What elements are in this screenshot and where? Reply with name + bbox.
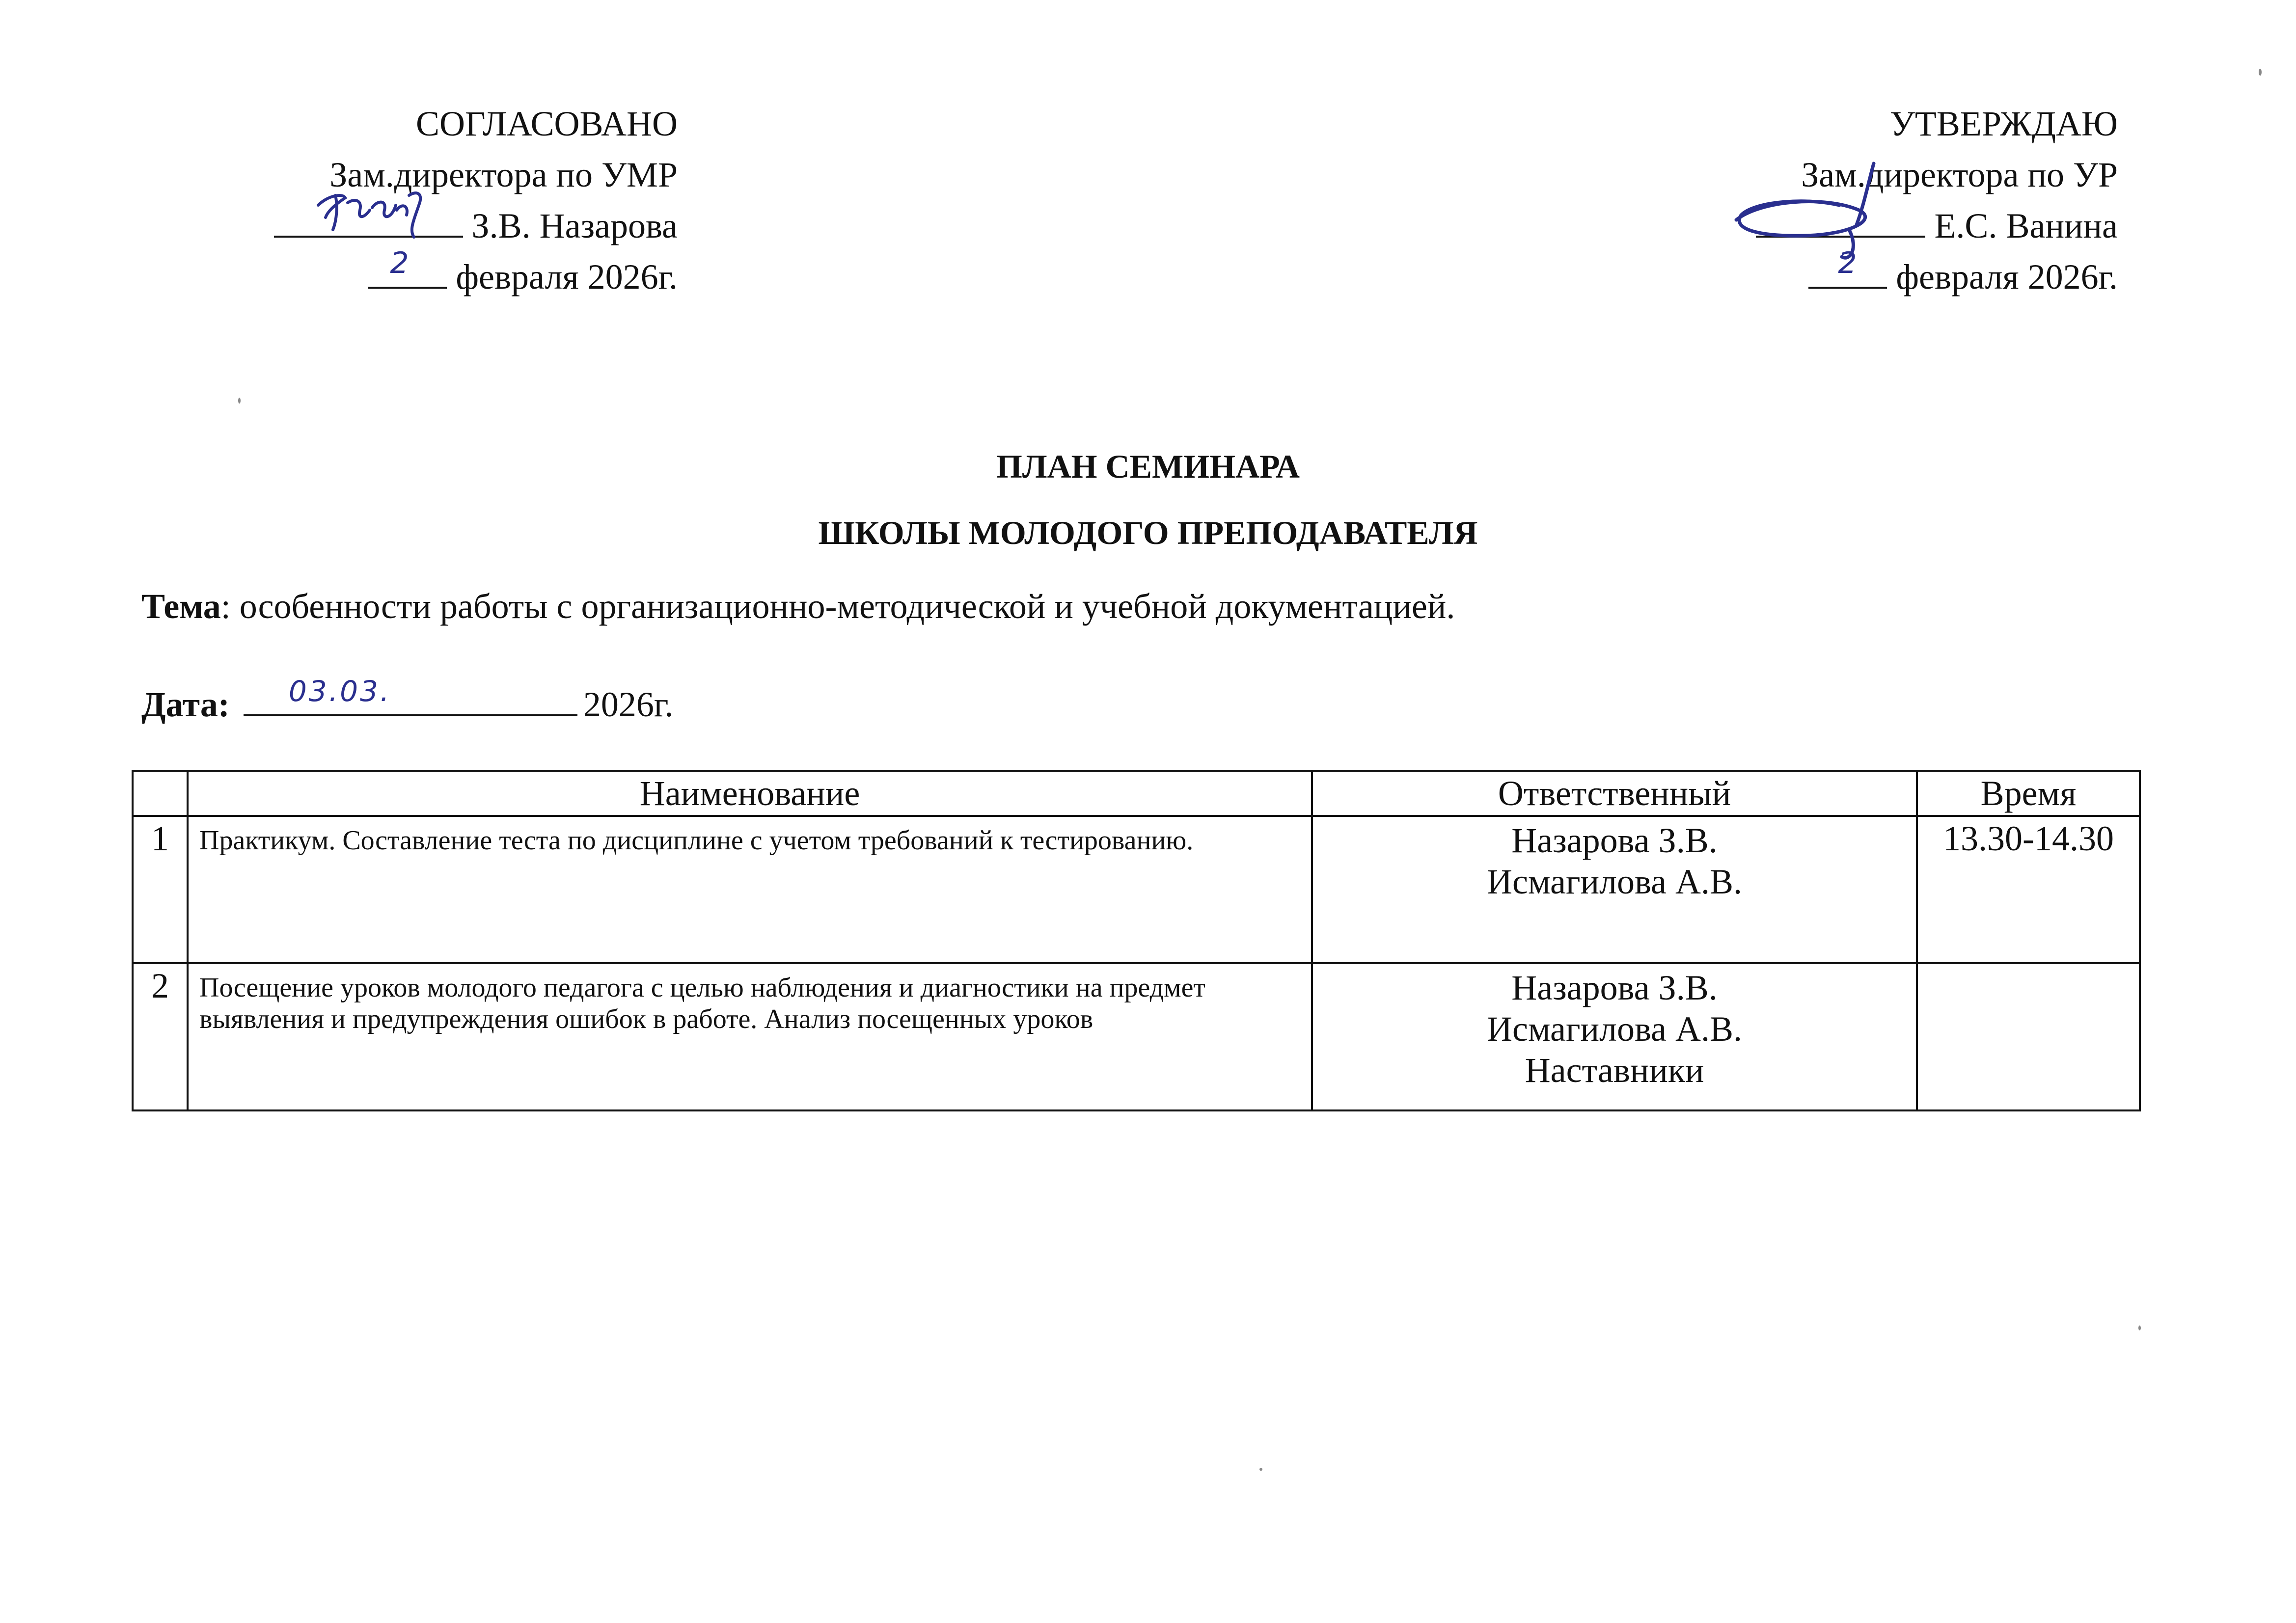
header-name: Наименование — [188, 771, 1312, 816]
approval-agreed-block — [274, 98, 678, 302]
approval-agreed-date-text: февраля 2026г. — [456, 257, 678, 297]
responsible-person: Назарова З.В. — [1511, 968, 1718, 1007]
theme-line — [141, 584, 1455, 628]
day-blank-right — [1808, 246, 1887, 289]
scan-speck — [238, 398, 241, 404]
approval-approved-name: Е.С. Ванина — [1934, 206, 2118, 245]
approval-agreed-position: Зам.директора по УМР — [329, 155, 678, 194]
row-name: Посещение уроков молодого педагога с целью наблюдения и диагностики на предмет выявления и предупреждения ошибок в работе. Анализ посещенных уроков — [188, 963, 1312, 1110]
document-title: ПЛАН СЕМИНАРА — [996, 448, 1300, 485]
approval-approved-heading: УТВЕРЖДАЮ — [1889, 104, 2118, 143]
approval-agreed-date — [274, 246, 678, 302]
row-name: Практикум. Составление теста по дисциплине с учетом требований к тестированию. — [188, 816, 1312, 963]
row-responsible — [1312, 963, 1917, 1110]
approval-agreed-heading: СОГЛАСОВАНО — [416, 104, 678, 143]
row-time: 13.30-14.30 — [1917, 816, 2140, 963]
approval-agreed-signature-line — [274, 200, 678, 251]
date-blank — [244, 675, 577, 716]
header-responsible: Ответственный — [1312, 771, 1917, 816]
scan-speck — [1259, 1468, 1262, 1471]
approval-approved-date — [1756, 246, 2118, 302]
approval-approved-date-text: февраля 2026г. — [1896, 257, 2118, 297]
date-year: 2026г. — [583, 685, 674, 724]
approval-approved-signature-line — [1756, 200, 2118, 251]
header-time: Время — [1917, 771, 2140, 816]
header-number — [133, 771, 188, 816]
scan-speck — [2259, 69, 2262, 76]
responsible-person: Наставники — [1525, 1051, 1704, 1090]
approval-approved-day: 2 — [1838, 246, 1857, 280]
scan-speck — [2138, 1325, 2141, 1330]
row-time — [1917, 963, 2140, 1110]
responsible-person: Исмагилова А.В. — [1487, 862, 1742, 901]
approval-approved-block — [1756, 98, 2118, 302]
table-row — [133, 963, 2140, 1110]
table-header-row — [133, 771, 2140, 816]
theme-label: Тема — [141, 587, 221, 626]
table-row — [133, 816, 2140, 963]
row-number: 1 — [133, 816, 188, 963]
approval-approved-position: Зам.директора по УР — [1801, 155, 2118, 194]
approval-agreed-name: З.В. Назарова — [471, 206, 678, 245]
responsible-person: Исмагилова А.В. — [1487, 1009, 1742, 1049]
signature-blank-left — [274, 200, 463, 238]
day-blank-left — [368, 246, 447, 289]
approval-agreed-day: 2 — [390, 246, 409, 280]
date-handwritten: 03.03. — [288, 675, 391, 708]
theme-text: : особенности работы с организационно-методической и учебной документацией. — [220, 587, 1455, 626]
signature-blank-right — [1756, 200, 1925, 238]
responsible-person: Назарова З.В. — [1511, 821, 1718, 860]
date-line — [141, 675, 674, 727]
seminar-plan-table — [132, 770, 2141, 1111]
row-number: 2 — [133, 963, 188, 1110]
document-subtitle: ШКОЛЫ МОЛОДОГО ПРЕПОДАВАТЕЛЯ — [818, 514, 1478, 551]
date-label: Дата: — [141, 685, 230, 724]
row-responsible — [1312, 816, 1917, 963]
